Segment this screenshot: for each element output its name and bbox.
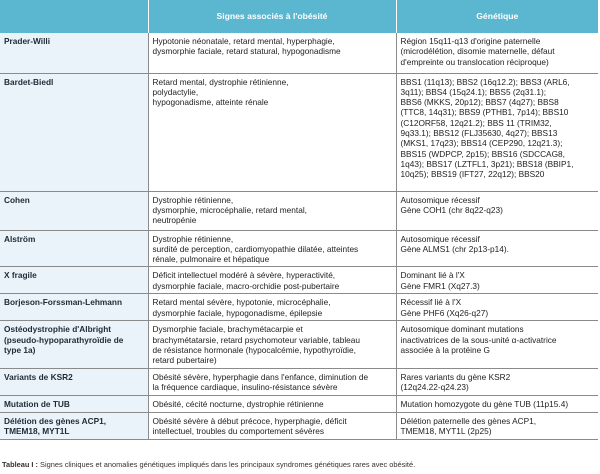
table-row [0,321,598,368]
signes-cell: Dystrophie rétinienne, dysmorphie, microcéphalie, retard mental, neutropénie [148,191,396,230]
table-row [0,395,598,412]
caption-text: Signes cliniques et anomalies génétiques impliqués dans les principaux syndromes génétiques rares avec obésité. [38,460,416,469]
header-signes: Signes associés à l'obésité [148,0,396,33]
syndrome-name: Prader-Willi [0,33,148,73]
signes-cell: Déficit intellectuel modéré à sévère, hyperactivité, dysmorphie faciale, macro-orchidie post-pubertaire [148,267,396,294]
table-row [0,73,598,191]
syndrome-name: Borjeson-Forssman-Lehmann [0,294,148,321]
syndrome-name: Mutation de TUB [0,395,148,412]
genetique-cell: Autosomique récessif Gène COH1 (chr 8q22-q23) [396,191,598,230]
syndrome-name: X fragile [0,267,148,294]
syndrome-name: Alström [0,230,148,267]
signes-cell: Obésité sévère à début précoce, hyperphagie, déficit intellectuel, troubles du comportement sévères [148,412,396,439]
table-row [0,191,598,230]
genetique-cell: BBS1 (11q13); BBS2 (16q12.2); BBS3 (ARL6, 3q11); BBS4 (15q24.1); BBS5 (2q31.1); BBS6 (MKKS, 20p12); BBS7 (4q27); BBS8 (TTC8, 14q31); BBS9 (PTHB1, 7p14); BBS10 (C12ORF58, 12q21.2); BBS 11 (TRIM32, 9q33.1); BBS12 (FLJ35630, 4q27); BBS13 (MKS1, 17q23); BBS14 (CEP290, 12q21.3); BBS15 (WDPCP, 2p15); BBS16 (SDCCAG8, 1q43); BBS17 (LZTFL1, 3p21); BBS18 (BBIP1, 10q25); BBS19 (IFT27, 22q12); BBS20 [396,73,598,191]
syndrome-name: Variants de KSR2 [0,368,148,395]
table-header-row [0,0,598,33]
signes-cell: Obésité, cécité nocturne, dystrophie rétinienne [148,395,396,412]
table-row [0,267,598,294]
table-row [0,368,598,395]
genetique-cell: Mutation homozygote du gène TUB (11p15.4) [396,395,598,412]
signes-cell: Dysmorphie faciale, brachymétacarpie et brachymétatarsie, retard psychomoteur variable, tableau de résistance hormonale (hypocalcémie, hypothyroïdie, retard pubertaire) [148,321,396,368]
syndrome-name: Bardet-Biedl [0,73,148,191]
signes-cell: Retard mental sévère, hypotonie, microcéphalie, dysmorphie faciale, hypogonadisme, épilepsie [148,294,396,321]
table-row [0,294,598,321]
caption-label: Tableau I : [2,460,38,469]
genetique-cell: Région 15q11-q13 d'origine paternelle (microdélétion, disomie maternelle, défaut d'empreinte ou translocation réciproque) [396,33,598,73]
genetique-cell: Dominant lié à l'X Gène FMR1 (Xq27.3) [396,267,598,294]
genetique-cell: Rares variants du gène KSR2 (12q24.22-q24.23) [396,368,598,395]
syndrome-name: Cohen [0,191,148,230]
table-row [0,230,598,267]
syndrome-name: Délétion des gènes ACP1, TMEM18, MYT1L [0,412,148,439]
genetique-cell: Autosomique récessif Gène ALMS1 (chr 2p13-p14). [396,230,598,267]
signes-cell: Retard mental, dystrophie rétinienne, polydactylie, hypogonadisme, atteinte rénale [148,73,396,191]
header-syndrome [0,0,148,33]
syndrome-name: Ostéodystrophie d'Albright (pseudo-hypoparathyroïdie de type 1a) [0,321,148,368]
table-row [0,412,598,439]
genetique-cell: Autosomique dominant mutations inactivatrices de la sous-unité α-activatrice associée à la protéine G [396,321,598,368]
table-caption [2,460,415,469]
signes-cell: Dystrophie rétinienne, surdité de perception, cardiomyopathie dilatée, atteintes rénale, pulmonaire et hépatique [148,230,396,267]
header-genetique: Génétique [396,0,598,33]
signes-cell: Hypotonie néonatale, retard mental, hyperphagie, dysmorphie faciale, retard statural, hypogonadisme [148,33,396,73]
genetique-cell: Délétion paternelle des gènes ACP1, TMEM18, MYT1L (2p25) [396,412,598,439]
signes-cell: Obésité sévère, hyperphagie dans l'enfance, diminution de la fréquence cardiaque, insulino-résistance sévère [148,368,396,395]
table-row [0,33,598,73]
genetique-cell: Récessif lié à l'X Gène PHF6 (Xq26-q27) [396,294,598,321]
